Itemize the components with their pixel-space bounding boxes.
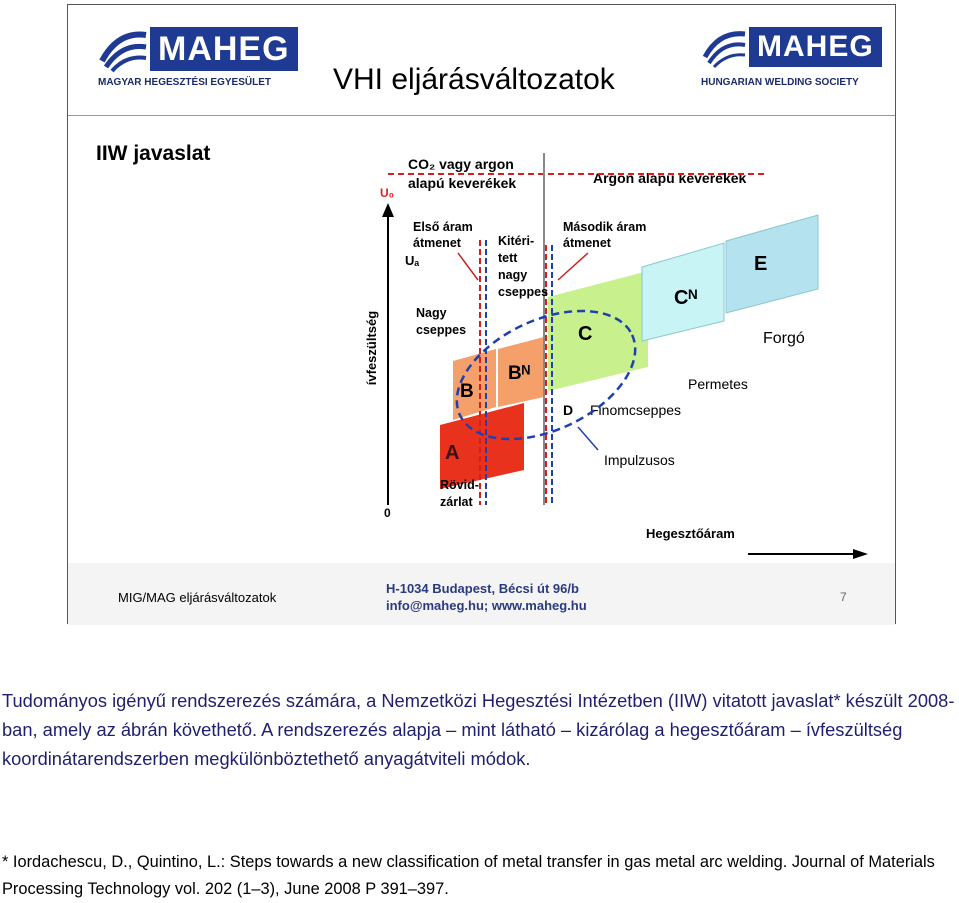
logo-brand: MAHEG [150, 27, 298, 71]
region-d-label: D [563, 402, 574, 418]
region-c-label: C [578, 323, 593, 345]
pointer-line [458, 253, 478, 280]
reference: * Iordachescu, D., Quintino, L.: Steps towards a new classification of metal transfer in gas metal arc welding. Journal of Materials Processing Technology vol. 202 (1–3), June 2008 P 391–397. [2, 853, 935, 898]
swirl-logo-icon [701, 27, 749, 69]
spray-label: Permetes [688, 376, 748, 392]
region-e [726, 215, 818, 313]
heading-co2: CO₂ vagy argon [408, 156, 514, 172]
footer-title: MIG/MAG eljárásváltozatok [118, 590, 277, 605]
maheg-logo-right [701, 27, 874, 97]
y-axis-label: ívfeszültség [364, 310, 379, 386]
big-drop-label-2: cseppes [416, 323, 467, 337]
heading-argon: Argon alapú keverékek [593, 170, 747, 186]
pointer-line [578, 427, 598, 450]
logo-brand: MAHEG [749, 27, 882, 67]
short-circuit-label-2: zárlat [440, 495, 473, 509]
second-transition-label-2: átmenet [563, 236, 611, 250]
slide-title: VHI eljárásváltozatok [333, 63, 615, 96]
pointer-line [558, 253, 588, 280]
x-axis-arrow-icon [853, 549, 868, 559]
divider [68, 115, 895, 116]
slide-subtitle: IIW javaslat [96, 142, 211, 165]
metal-transfer-diagram [308, 145, 805, 565]
region-b-label: B [460, 381, 474, 402]
second-transition-label: Második áram [563, 220, 647, 234]
spray-fine-label: Finomcseppes [590, 402, 682, 418]
repelled-label-1: Kitéri- [498, 234, 535, 248]
origin-label: 0 [384, 506, 391, 520]
footer-address [386, 580, 587, 614]
heading-co2-line2: alapú keverékek [408, 175, 517, 191]
page-number: 7 [840, 590, 847, 604]
repelled-label-2: tett [498, 251, 518, 265]
repelled-label-3: nagy [498, 268, 528, 282]
contact-line: info@maheg.hu; www.maheg.hu [386, 598, 587, 613]
big-drop-label: Nagy [416, 306, 447, 320]
y-axis-arrow-icon [382, 203, 394, 217]
swirl-logo-icon [98, 27, 150, 73]
region-a-label: A [445, 442, 460, 464]
logo-tagline: HUNGARIAN WELDING SOCIETY [701, 77, 859, 88]
address-line: H-1034 Budapest, Bécsi út 96/b [386, 581, 579, 596]
y-top-label: U₀ [380, 186, 395, 200]
repelled-label-4: cseppes [498, 285, 549, 299]
logo-tagline: MAGYAR HEGESZTÉSI EGYESÜLET [98, 77, 271, 88]
rotating-label: Forgó [763, 330, 805, 347]
short-circuit-label: Rövid- [440, 478, 479, 492]
maheg-logo-left [98, 27, 298, 97]
first-transition-label-2: átmenet [413, 236, 461, 250]
pulsed-label: Impulzusos [604, 452, 675, 468]
first-transition-label: Első áram [413, 220, 473, 234]
region-c [548, 271, 648, 391]
body-paragraph: Tudományos igényű rendszerezés számára, a Nemzetközi Hegesztési Intézetben (IIW) vitatott javaslat* készült 2008-ban, amely az ábrán követhető. A rendszerezés alapja – mint látható – kizárólag a hegesztőáram – ívfeszültség koordinátarendszerben megkülönböztethető anyagátviteli módok. [2, 690, 955, 769]
x-axis-label: Hegesztőáram [646, 526, 735, 541]
y-mid-label: Uₐ [405, 253, 420, 268]
region-bn-label: Bᴺ [508, 363, 530, 384]
slide [67, 4, 896, 624]
region-e-label: E [754, 253, 768, 275]
region-cn-label: Cᴺ [674, 287, 698, 309]
